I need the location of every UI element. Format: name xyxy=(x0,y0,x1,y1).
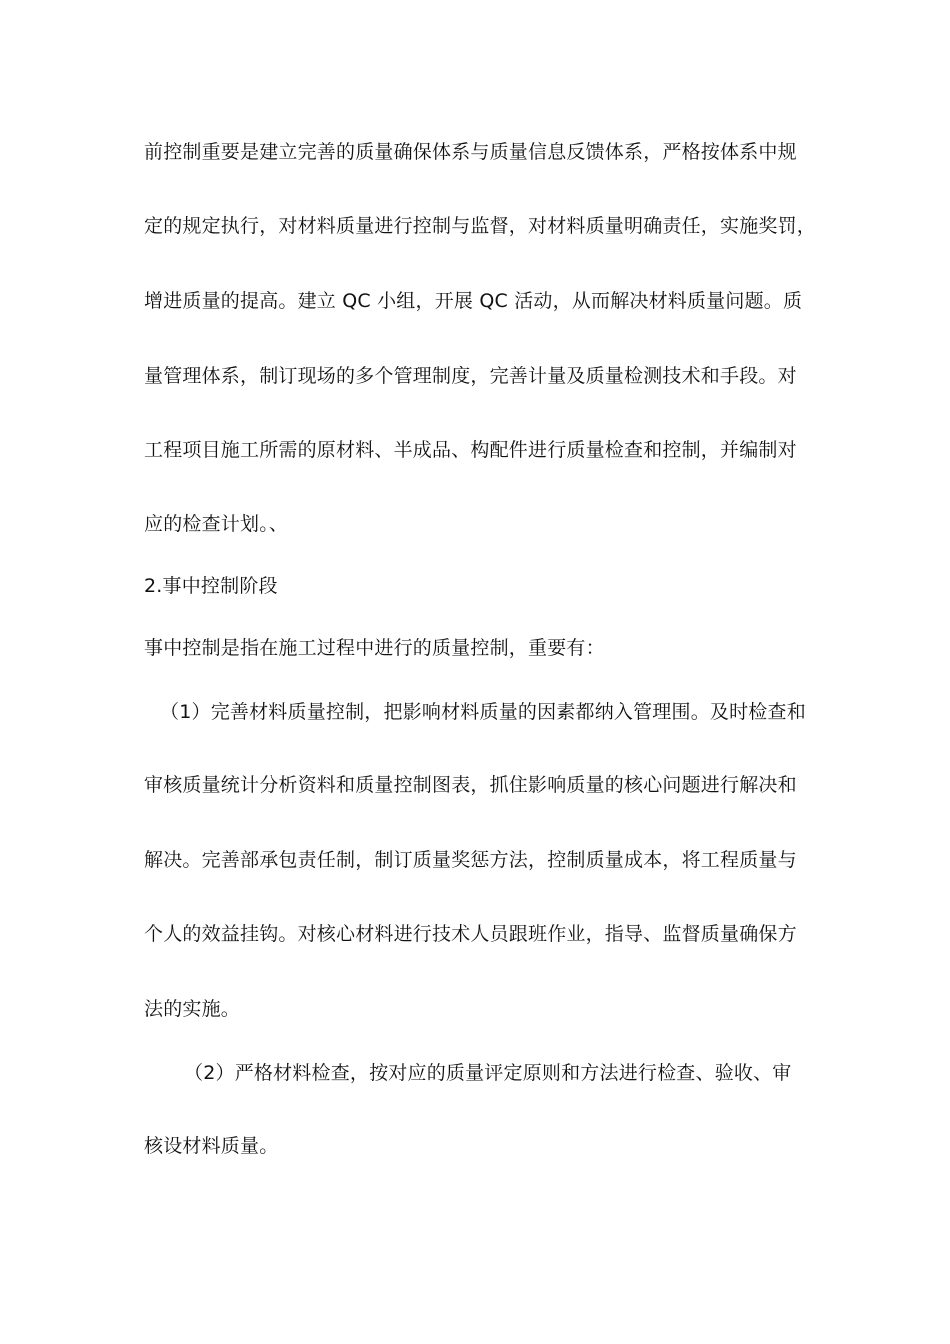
paragraph-line: 事中控制是指在施工过程中进行的质量控制，重要有： xyxy=(144,637,605,659)
paragraph-line: 工程项目施工所需的原材料、半成品、构配件进行质量检查和控制，并编制对 xyxy=(144,439,797,461)
paragraph-line: 定的规定执行，对材料质量进行控制与监督，对材料质量明确责任，实施奖罚， xyxy=(144,215,817,237)
paragraph-line: 量管理体系，制订现场的多个管理制度，完善计量及质量检测技术和手段。对 xyxy=(144,365,797,387)
paragraph-line: 法的实施。 xyxy=(144,998,241,1020)
section-heading: 2.事中控制阶段 xyxy=(144,575,278,597)
paragraph-line: 解决。完善部承包责任制，制订质量奖惩方法，控制质量成本，将工程质量与 xyxy=(144,849,797,871)
paragraph-line: 增进质量的提高。建立 QC 小组，开展 QC 活动，从而解决材料质量问题。质 xyxy=(144,290,803,312)
paragraph-line: 前控制重要是建立完善的质量确保体系与质量信息反馈体系，严格按体系中规 xyxy=(144,141,797,163)
paragraph-line: 核设材料质量。 xyxy=(144,1135,279,1157)
paragraph-line: 审核质量统计分析资料和质量控制图表，抓住影响质量的核心问题进行解决和 xyxy=(144,774,797,796)
list-item-line: （1）完善材料质量控制，把影响材料质量的因素都纳入管理围。及时检查和 xyxy=(160,701,806,723)
paragraph-line: 个人的效益挂钩。对核心材料进行技术人员跟班作业，指导、监督质量确保方 xyxy=(144,923,797,945)
paragraph-line: 应的检查计划。、 xyxy=(144,513,289,535)
list-item-line: （2）严格材料检查，按对应的质量评定原则和方法进行检查、验收、审 xyxy=(184,1062,792,1084)
